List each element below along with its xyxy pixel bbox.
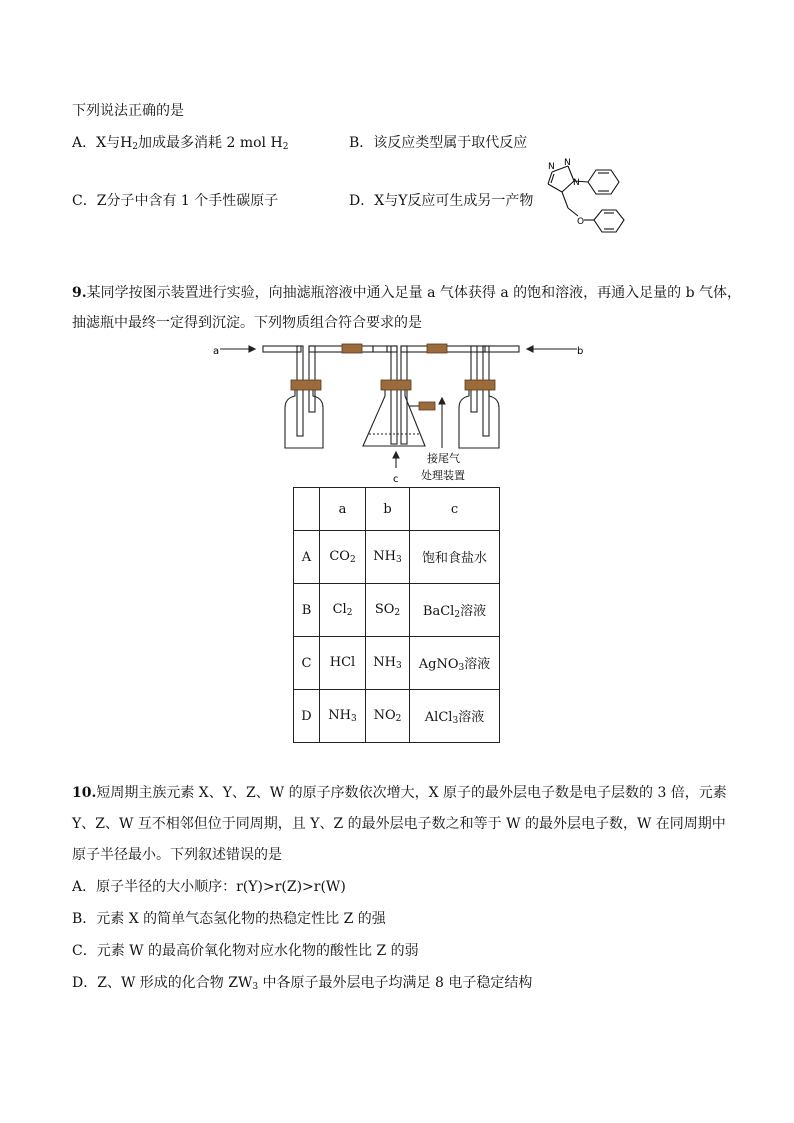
q10-option-d[interactable] xyxy=(72,973,532,997)
solution-c-cell xyxy=(410,531,500,584)
q10-option-d-sub: 3 xyxy=(252,982,259,992)
q8-option-d[interactable]: D．X与Y反应可生成另一产物 xyxy=(349,193,534,209)
table-header-row xyxy=(294,488,500,531)
formula-main: 饱和食盐水 xyxy=(421,551,487,566)
table-header-cell: b xyxy=(366,488,410,531)
formula-tail: 溶液 xyxy=(460,604,487,619)
formula-main: BaCl xyxy=(422,604,455,619)
struct-n-label-3: N xyxy=(573,178,580,188)
table-header-cell: a xyxy=(320,488,366,531)
table-row[interactable] xyxy=(294,690,500,743)
gas-a-cell xyxy=(320,637,366,690)
q10-option-d-post: 中各原子最外层电子均满足 8 电子稳定结构 xyxy=(258,975,533,991)
formula-sub: 2 xyxy=(395,714,402,724)
row-option-label: D xyxy=(294,690,320,743)
gas-a-label: a xyxy=(213,346,220,357)
tail-gas-label-2: 处理装置 xyxy=(421,469,465,482)
formula-tail: 溶液 xyxy=(464,657,491,672)
formula-main: NH xyxy=(373,655,396,670)
q10-line-3: 原子半径最小。下列叙述错误的是 xyxy=(72,847,282,863)
formula-main: NH xyxy=(373,549,396,564)
q10-line-1 xyxy=(72,783,727,803)
solution-c-cell xyxy=(410,584,500,637)
formula-main: CO xyxy=(329,549,350,564)
q8-option-b[interactable]: B．该反应类型属于取代反应 xyxy=(349,135,528,151)
q8-structure-image xyxy=(538,158,638,242)
struct-n-label-2: N xyxy=(564,158,571,168)
q10-text-1: 短周期主族元素 X、Y、Z、W 的原子序数依次增大，X 原子的最外层电子数是电子层数的 3 倍，元素 xyxy=(96,785,727,801)
formula-main: AlCl xyxy=(424,710,453,725)
q8-option-a-pre: A．X与H xyxy=(72,135,133,151)
solution-c-label: c xyxy=(393,474,399,485)
gas-b-cell xyxy=(366,637,410,690)
formula-sub: 3 xyxy=(350,714,357,724)
gas-b-cell xyxy=(366,584,410,637)
q8-option-a-mid: 加成最多消耗 2 mol H xyxy=(138,135,283,151)
solution-c-cell xyxy=(410,637,500,690)
formula-sub: 2 xyxy=(454,610,461,620)
formula-sub: 3 xyxy=(452,716,459,726)
q10-option-c[interactable]: C．元素 W 的最高价氧化物对应水化物的酸性比 Z 的弱 xyxy=(72,943,419,959)
formula-sub: 3 xyxy=(395,661,402,671)
gas-a-cell xyxy=(320,584,366,637)
q10-line-2: Y、Z、W 互不相邻但位于同周期，且 Y、Z 的最外层电子数之和等于 W 的最外层电子数，W 在同周期中 xyxy=(72,816,726,832)
q8-option-a[interactable] xyxy=(72,133,288,157)
q8-stem: 下列说法正确的是 xyxy=(72,103,184,119)
formula-main: HCl xyxy=(329,655,356,670)
q9-line-2: 抽滤瓶中最终一定得到沉淀。下列物质组合符合要求的是 xyxy=(72,315,422,331)
row-option-label: A xyxy=(294,531,320,584)
q10-option-b[interactable]: B．元素 X 的简单气态氢化物的热稳定性比 Z 的强 xyxy=(72,911,386,927)
formula-main: NH xyxy=(328,708,351,723)
q9-options-table xyxy=(293,487,500,743)
table-header-cell: c xyxy=(410,488,500,531)
solution-c-cell xyxy=(410,690,500,743)
formula-main: Cl xyxy=(332,602,347,617)
gas-b-cell xyxy=(366,531,410,584)
table-header-cell xyxy=(294,488,320,531)
formula-main: SO xyxy=(374,602,395,617)
tail-gas-label-1: 接尾气 xyxy=(427,452,460,465)
gas-b-label: b xyxy=(577,346,584,357)
q8-option-c[interactable]: C．Z分子中含有 1 个手性碳原子 xyxy=(72,193,279,209)
gas-a-cell xyxy=(320,690,366,743)
struct-o-label: O xyxy=(577,217,585,227)
q10-number: 10. xyxy=(72,785,97,801)
apparatus-diagram xyxy=(205,338,595,488)
q8-option-a-sub2: 2 xyxy=(282,142,289,152)
table-row[interactable] xyxy=(294,531,500,584)
formula-main: NO xyxy=(373,708,396,723)
q10-option-a[interactable]: A．原子半径的大小顺序：r(Y)>r(Z)>r(W) xyxy=(72,879,346,895)
row-option-label: C xyxy=(294,637,320,690)
row-option-label: B xyxy=(294,584,320,637)
q8-option-a-sub1: 2 xyxy=(132,142,139,152)
formula-sub: 3 xyxy=(458,663,465,673)
formula-tail: 溶液 xyxy=(458,710,485,725)
gas-b-cell xyxy=(366,690,410,743)
table-row[interactable] xyxy=(294,584,500,637)
q9-line-1 xyxy=(72,283,741,303)
formula-sub: 3 xyxy=(395,555,402,565)
formula-main: AgNO xyxy=(418,657,459,672)
formula-sub: 2 xyxy=(394,608,401,618)
table-row[interactable] xyxy=(294,637,500,690)
formula-sub: 2 xyxy=(346,608,353,618)
q9-text-1: 某同学按图示装置进行实验，向抽滤瓶溶液中通入足量 a 气体获得 a 的饱和溶液，再通入足量的 b 气体， xyxy=(86,285,741,301)
formula-sub: 2 xyxy=(349,555,356,565)
q9-number: 9. xyxy=(72,285,87,301)
gas-a-cell xyxy=(320,531,366,584)
struct-n-label-1: N xyxy=(548,162,555,172)
q10-option-d-pre: D．Z、W 形成的化合物 ZW xyxy=(72,975,253,991)
